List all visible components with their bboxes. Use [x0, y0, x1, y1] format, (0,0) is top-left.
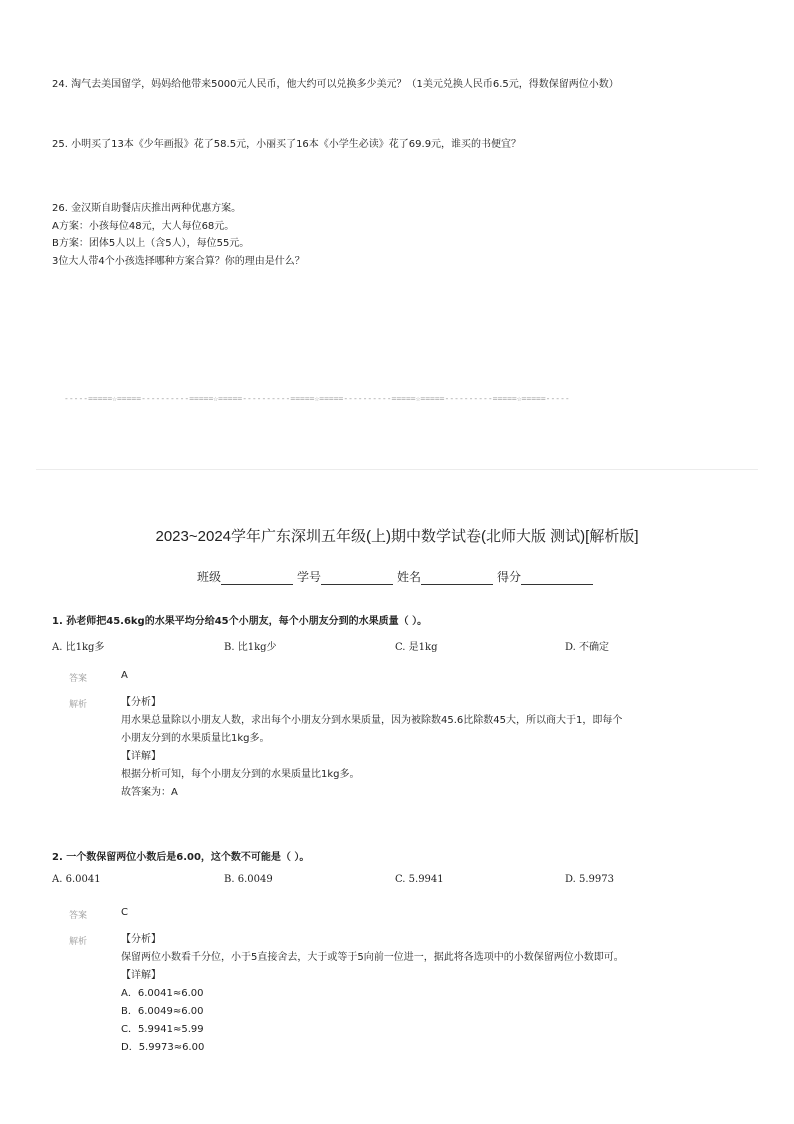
info-field-name: 姓名: [397, 568, 497, 585]
name-blank[interactable]: [421, 572, 493, 585]
answer-value: C: [121, 907, 128, 918]
page-divider: [36, 469, 758, 470]
id-blank[interactable]: [321, 572, 393, 585]
page-separator: -----=====☆=====----------=====☆=====----------=====☆=====----------=====☆=====----------=====☆=====-----: [64, 394, 570, 403]
option-d[interactable]: D. 不确定: [565, 642, 610, 653]
page-title: 2023~2024学年广东深圳五年级(上)期中数学试卷(北师大版 测试)[解析版]: [155, 528, 639, 545]
question-2-stem: 2. 一个数保留两位小数后是6.00，这个数不可能是（ ）。: [52, 852, 310, 863]
question-26: 26. 金汉斯自助餐店庆推出两种优惠方案。 A方案：小孩每位48元，大人每位68元。 B方案：团体5人以上（含5人），每位55元。 3位大人带4个小孩选择哪种方案合算？你的理由是什么？: [52, 203, 305, 267]
answer-label: 答案: [69, 911, 88, 921]
info-field-id: 学号: [297, 568, 397, 585]
analysis-label: 解析: [69, 937, 88, 947]
option-b[interactable]: B. 比1kg少: [224, 642, 277, 653]
option-d[interactable]: D. 5.9973: [565, 874, 615, 885]
analysis-text: 【分析】 保留两位小数看千分位，小于5直接舍去，大于或等于5向前一位进一，据此将各选项中的小数保留两位小数即可。 【详解】 A．6.0041≈6.00 B．6.0049≈6.00 C．5.9941≈5.99 D．5.9973≈6.00: [121, 934, 624, 1053]
analysis-label: 解析: [69, 700, 88, 710]
option-c[interactable]: C. 5.9941: [395, 874, 444, 885]
option-a[interactable]: A. 比1kg多: [52, 642, 105, 653]
question-24: 24. 淘气去美国留学，妈妈给他带来5000元人民币，他大约可以兑换多少美元？（1美元兑换人民币6.5元，得数保留两位小数）: [52, 79, 619, 90]
question-25: 25. 小明买了13本《少年画报》花了58.5元，小丽买了16本《小学生必读》花了69.9元，谁买的书便宜？: [52, 139, 522, 150]
info-field-score: 得分: [497, 568, 597, 585]
score-blank[interactable]: [521, 572, 593, 585]
option-a[interactable]: A. 6.0041: [52, 874, 101, 885]
answer-label: 答案: [69, 674, 88, 684]
option-c[interactable]: C. 是1kg: [395, 642, 438, 653]
option-b[interactable]: B. 6.0049: [224, 874, 273, 885]
info-field-class: 班级: [197, 568, 297, 585]
answer-value: A: [121, 670, 128, 681]
class-blank[interactable]: [221, 572, 293, 585]
analysis-text: 【分析】 用水果总量除以小朋友人数，求出每个小朋友分到水果质量，因为被除数45.6比除数45大，所以商大于1，即每个 小朋友分到的水果质量比1kg多。 【详解】 根据分析可知，每个小朋友分到的水果质量比1kg多。 故答案为：A: [121, 697, 623, 798]
question-1-stem: 1. 孙老师把45.6kg的水果平均分给45个小朋友，每个小朋友分到的水果质量（ ）。: [52, 616, 428, 627]
student-info-row: [0, 568, 794, 585]
